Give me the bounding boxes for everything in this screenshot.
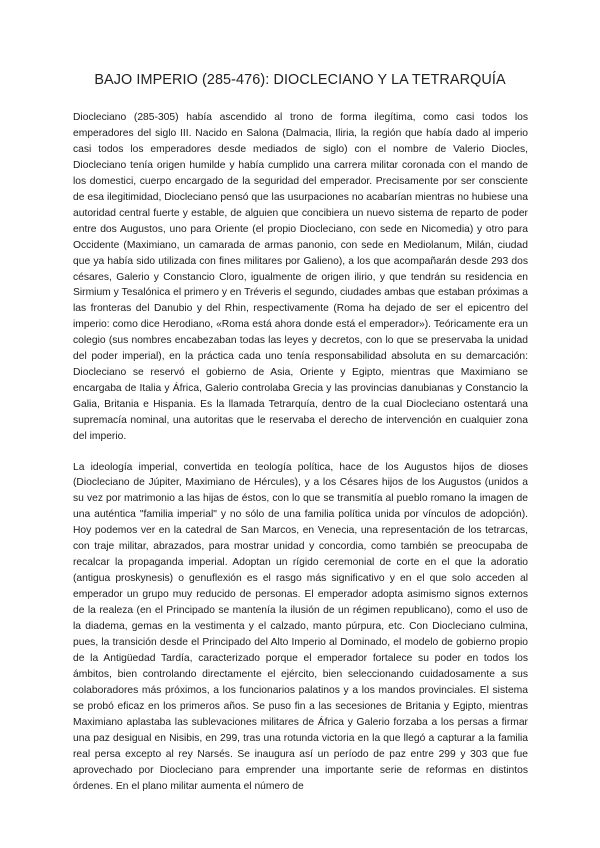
page-title: BAJO IMPERIO (285-476): DIOCLECIANO Y LA TETRARQUÍA — [94, 72, 506, 88]
paragraph-2: La ideología imperial, convertida en teología política, hace de los Augustos hijos de dioses (Diocleciano de Júpiter, Maximiano de Hércules), y a los Césares hijos de los Augustos (unidos a su vez por matrimonio a las hijas de éstos, con lo que se transmitía al pueblo romano la imagen de una auténtica "familia imperial" y no sólo de una familia política unida por vínculos de adopción). Hoy podemos ver en la catedral de San Marcos, en Venecia, una representación de los tetrarcas, con traje militar, abrazados, para mostrar unidad y concordia, como también se preocupaba de recalcar la propaganda imperial. Adoptan un rígido ceremonial de corte en el que la adoratio (antigua proskynesis) o genuflexión es el rasgo más significativo y en el que solo acceden al emperador un grupo muy reducido de personas. El emperador adopta asimismo signos externos de la realeza (en el Principado se mantenía la ilusión de un régimen republicano), como el uso de la diadema, gemas en la vestimenta y el calzado, manto púrpura, etc. Con Diocleciano culmina, pues, la transición desde el Principado del Alto Imperio al Dominado, el modelo de gobierno propio de la Antigüedad Tardía, caracterizado porque el emperador fortalece su poder en todos los ámbitos, bien controlando directamente el ejército, bien seleccionando cuidadosamente a sus colaboradores más próximos, a los funcionarios palatinos y a los mandos provinciales. El sistema se probó eficaz en los primeros años. Se puso fin a las secesiones de Britania y Egipto, mientras Maximiano aplastaba las sublevaciones militares de África y Galerio forzaba a los persas a firmar una paz desigual en Nisibis, en 299, tras una rotunda victoria en la que llegó a capturar a la familia real persa excepto al rey Narsés. Se inaugura así un período de paz entre 299 y 303 que fue aprovechado por Diocleciano para emprender una importante serie de reformas en distintos órdenes. En el plano militar aumenta el número de — [73, 461, 528, 792]
document-body — [73, 110, 528, 795]
paragraph-1: Diocleciano (285-305) había ascendido al trono de forma ilegítima, como casi todos los emperadores del siglo III. Nacido en Salona (Dalmacia, Iliria, la región que había dado al imperio casi todos los emperadores desde mediados de siglo) con el nombre de Valerio Diocles, Diocleciano tenía origen humilde y había cumplido una carrera militar coronada con el mando de los domestici, cuerpo encargado de la seguridad del emperador. Precisamente por ser consciente de esa ilegitimidad, Diocleciano pensó que las usurpaciones no acabarían mientras no hubiese una autoridad central fuerte y estable, de alguien que concibiera un nuevo sistema de reparto de poder entre dos Augustos, uno para Oriente (el propio Diocleciano, con sede en Nicomedia) y otro para Occidente (Maximiano, un camarada de armas panonio, con sede en Mediolanum, Milán, ciudad que ya había sido utilizada con fines militares por Galieno), a los que acompañarán desde 293 dos césares, Galerio y Constancio Cloro, igualmente de origen ilirio, y que tendrán su residencia en Sirmium y Tesalónica el primero y en Tréveris el segundo, ciudades ambas que estaban próximas a las fronteras del Danubio y del Rhin, respectivamente (Roma ha dejado de ser el epicentro del imperio: como dice Herodiano, «Roma está ahora donde está el emperador»). Teóricamente era un colegio (sus nombres encabezaban todas las leyes y decretos, con lo que se preservaba la unidad del poder imperial), en la práctica cada uno tenía responsabilidad absoluta en su demarcación: Diocleciano se reservó el gobierno de Asia, Oriente y Egipto, mientras que Maximiano se encargaba de Italia y África, Galerio controlaba Grecia y las provincias danubianas y Constancio la Galia, Britania e Hispania. Es la llamada Tetrarquía, dentro de la cual Diocleciano ostentará una supremacía nominal, una autoritas que le reservaba el derecho de intervención en cualquier zona del imperio. — [73, 112, 528, 443]
